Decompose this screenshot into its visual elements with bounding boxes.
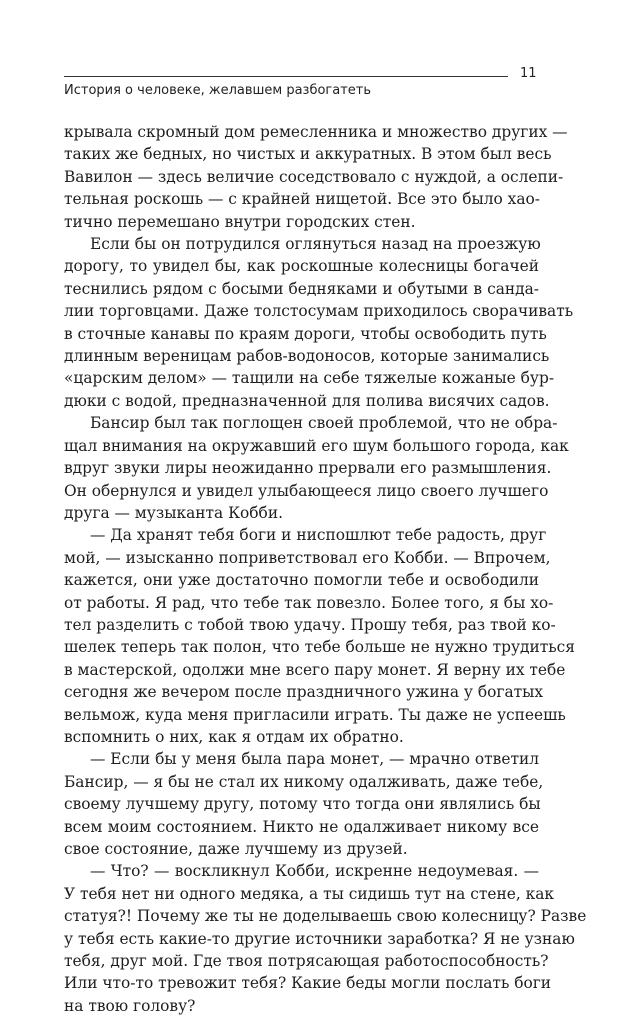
text-line: лии торговцами. Даже толстосумам приходилось сворачивать	[64, 302, 574, 321]
text-line: — Что? — воскликнул Кобби, искренне недоумевая. —	[90, 862, 539, 881]
text-line: теснились рядом с босыми бедняками и обутыми в санда-	[64, 279, 539, 298]
text-line: тел разделить с тобой твою удачу. Прошу тебя, раз твой ко-	[64, 615, 556, 634]
page-number: 11	[520, 66, 537, 81]
text-line: кажется, они уже достаточно помогли тебе и освободили	[64, 571, 539, 590]
text-line: в сточные канавы по краям дороги, чтобы освободить путь	[64, 324, 547, 343]
text-line: — Да хранят тебя боги и ниспошлют тебе радость, друг	[90, 526, 547, 545]
text-line: в мастерской, одолжи мне всего пару монет. Я верну их тебе	[64, 660, 566, 679]
text-line: Если бы он потрудился оглянуться назад на проезжую	[90, 235, 541, 254]
text-line: у тебя есть какие-то другие источники заработка? Я не узнаю	[64, 929, 575, 948]
text-line: тично перемешано внутри городских стен.	[64, 212, 416, 231]
text-line: Он обернулся и увидел улыбающееся лицо своего лучшего	[64, 481, 549, 500]
paragraph	[64, 412, 569, 524]
text-line: шелек теперь так полон, что тебе больше не нужно трудиться	[64, 638, 575, 657]
text-line: всем моим состоянием. Никто не одалживает никому все	[64, 817, 539, 836]
paragraph	[64, 748, 544, 860]
text-line: дюки с водой, предназначенной для полива висячих садов.	[64, 391, 550, 410]
text-line: У тебя нет ни одного медяка, а ты сидишь тут на стене, как	[64, 884, 555, 903]
text-line: Бансир был так поглощен своей проблемой, что не обра-	[90, 414, 558, 433]
text-line: сегодня же вечером после праздничного ужина у богатых	[64, 683, 544, 702]
text-line: от работы. Я рад, что тебе так повезло. Более того, я бы хо-	[64, 593, 554, 612]
text-line: вспомнить о них, как я отдам их обратно.	[64, 727, 404, 746]
text-line: крывала скромный дом ремесленника и множество других —	[64, 123, 568, 141]
text-line: Вавилон — здесь величие соседствовало с нуждой, а ослепи-	[64, 167, 564, 186]
paragraph	[64, 233, 574, 412]
text-line: свое состояние, даже лучшему из друзей.	[64, 840, 408, 858]
text-line: своему лучшему другу, потому что тогда они являлись бы	[64, 795, 541, 814]
paragraph	[64, 860, 587, 1017]
text-line: мой, — изысканно поприветствовал его Кобби. — Впрочем,	[64, 548, 551, 567]
text-line: Или что-то тревожит тебя? Какие беды могли послать боги	[64, 974, 552, 993]
text-line: дорогу, то увидел бы, как роскошные колесницы богачей	[64, 257, 539, 276]
text-line: длинным вереницам рабов-водоносов, которые занимались	[64, 347, 550, 366]
paragraph	[64, 524, 575, 748]
running-header-title: История о человеке, желавшем разбогатеть	[64, 83, 372, 98]
text-line: Бансир, — я бы не стал их никому одалживать, даже тебе,	[64, 772, 544, 791]
text-line: «царским делом» — тащили на себе тяжелые кожаные бур-	[64, 369, 555, 388]
text-line: вдруг звуки лиры неожиданно прервали его размышления.	[64, 459, 552, 478]
text-line: на твою голову?	[64, 996, 196, 1015]
text-line: тельная роскошь — с крайней нищетой. Все это было хао-	[64, 190, 540, 209]
body-text	[64, 121, 587, 1017]
paragraph	[64, 121, 568, 233]
text-line: статуя?! Почему же ты не доделываешь свою колесницу? Разве	[64, 907, 587, 926]
text-line: щал внимания на окружавший его шум большого города, как	[64, 436, 569, 455]
text-line: вельмож, куда меня пригласили играть. Ты даже не успеешь	[64, 705, 566, 724]
text-line: тебя, друг мой. Где твоя потрясающая работоспособность?	[64, 952, 549, 971]
text-line: таких же бедных, но чистых и аккуратных. В этом был весь	[64, 145, 552, 164]
header-rule	[64, 76, 508, 77]
text-line: друга — музыканта Кобби.	[64, 503, 283, 522]
text-line: — Если бы у меня была пара монет, — мрачно ответил	[90, 750, 539, 769]
